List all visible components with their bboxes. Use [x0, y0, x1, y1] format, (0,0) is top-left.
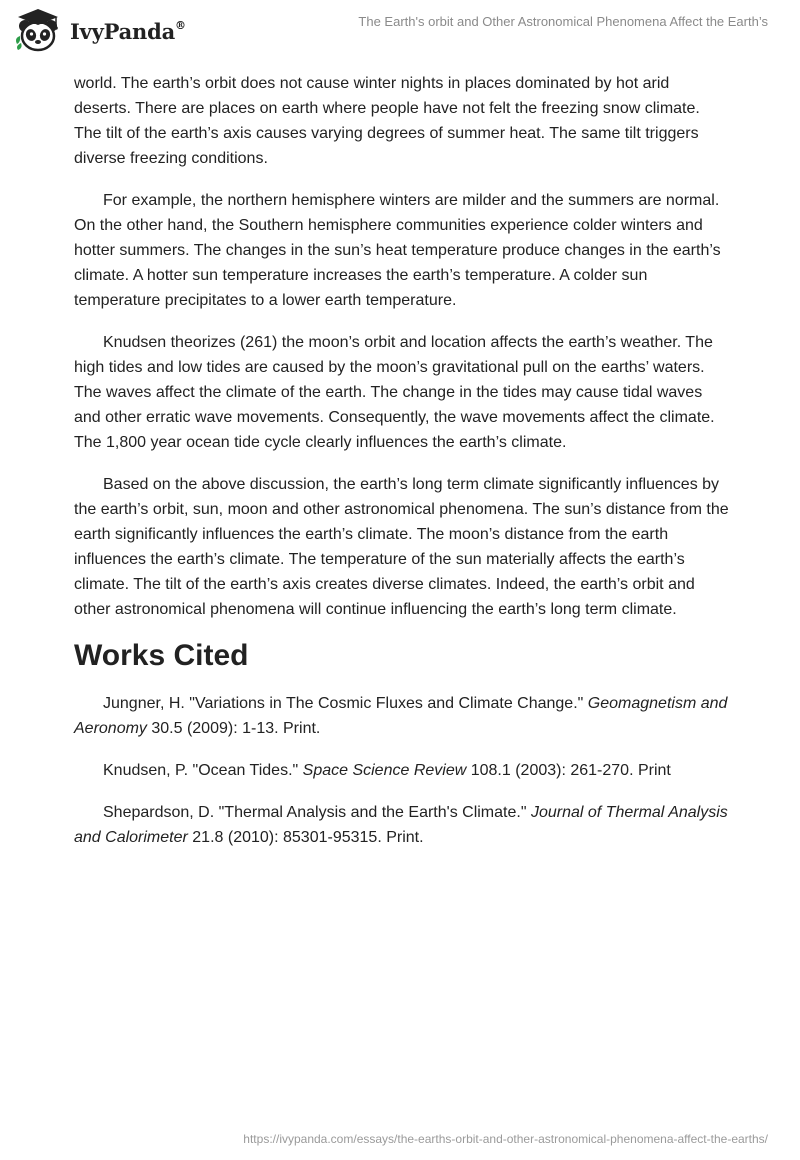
- paragraph-4: Based on the above discussion, the earth’s long term climate significantly influences by the earth’s orbit, sun, moon and other astronomical phenomena. The sun’s distance from the earth significantly influences the earth’s climate. The moon’s distance from the earth influences the earth’s climate. The temperature of the sun materially affects the earth’s climate. The tilt of the earth’s axis creates diverse climates. Indeed, the earth’s orbit and other astronomical phenomena will continue influencing the earth’s long term climate.: [74, 476, 729, 618]
- works-cited-heading: Works Cited: [74, 639, 249, 672]
- citation-shepardson: Shepardson, D. "Thermal Analysis and the Earth's Climate." Journal of Thermal Analysis and Calorimeter 21.8 (2010): 85301-95315. Print.: [74, 804, 728, 846]
- essay-content: [74, 71, 730, 867]
- page-header: [0, 0, 800, 64]
- source-url[interactable]: https://ivypanda.com/essays/the-earths-orbit-and-other-astronomical-phenomena-affect-the-earths/: [243, 1132, 768, 1146]
- brand-name: IvyPanda®: [70, 18, 186, 44]
- document-title: The Earth's orbit and Other Astronomical Phenomena Affect the Earth’s: [358, 14, 768, 29]
- paragraph-2: For example, the northern hemisphere winters are milder and the summers are normal. On the other hand, the Southern hemisphere communities experience colder winters and hotter summers. The changes in the sun’s heat temperature produce changes in the earth’s climate. A hotter sun temperature increases the earth’s temperature. A colder sun temperature precipitates to a lower earth temperature.: [74, 192, 721, 309]
- citation-knudsen: Knudsen, P. "Ocean Tides." Space Science Review 108.1 (2003): 261-270. Print: [103, 762, 671, 779]
- paragraph-1: world. The earth’s orbit does not cause winter nights in places dominated by hot arid deserts. There are places on earth where people have not felt the freezing snow climate. The tilt of the earth’s axis causes varying degrees of summer heat. The same tilt triggers diverse freezing conditions.: [74, 75, 700, 167]
- paragraph-3: Knudsen theorizes (261) the moon’s orbit and location affects the earth’s weather. The high tides and low tides are caused by the moon’s gravitational pull on the earths’ waters. The waves affect the climate of the earth. The change in the tides may cause tidal waves and other erratic wave movements. Consequently, the wave movements affect the climate. The 1,800 year ocean tide cycle clearly influences the earth’s climate.: [74, 334, 715, 451]
- citation-jungner: Jungner, H. "Variations in The Cosmic Fluxes and Climate Change." Geomagnetism and Aeronomy 30.5 (2009): 1-13. Print.: [74, 695, 728, 737]
- panda-graduate-icon: [14, 8, 64, 54]
- brand-logo[interactable]: [14, 8, 186, 54]
